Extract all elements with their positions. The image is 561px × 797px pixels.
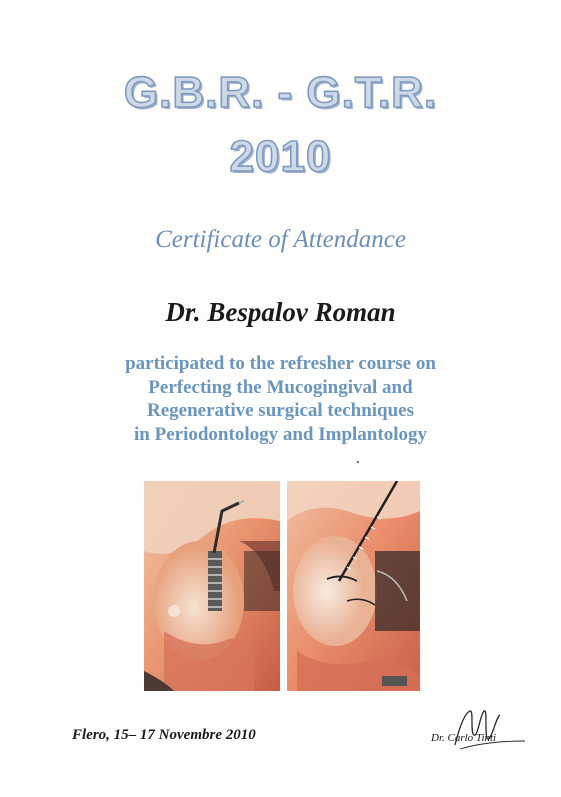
course-line: Regenerative surgical techniques — [146, 400, 414, 421]
certificate-subtitle: Certificate of Attendance — [155, 226, 406, 253]
course-line: in Periodontology and Implantology — [134, 423, 427, 445]
place-and-date: Flero, 15– 17 Novembre 2010 — [72, 727, 256, 743]
surgical-photo-right — [287, 481, 420, 691]
stray-dot — [357, 461, 359, 463]
course-line: Perfecting the Mucogingival and — [148, 376, 413, 398]
recipient-name: Dr. Bespalov Roman — [165, 297, 396, 327]
handwritten-signature — [430, 705, 540, 755]
course-description — [0, 352, 561, 446]
course-line: participated to the refresher course on — [125, 353, 436, 374]
surgical-photo-left — [144, 481, 280, 691]
implant-probe-photo-image — [144, 481, 280, 691]
course-year: 2010 — [229, 132, 332, 181]
signatory-name: Dr. Carlo Tinti — [431, 732, 497, 744]
course-title: G.B.R. - G.T.R. — [123, 68, 438, 117]
graft-sutures-photo-image — [287, 481, 420, 691]
